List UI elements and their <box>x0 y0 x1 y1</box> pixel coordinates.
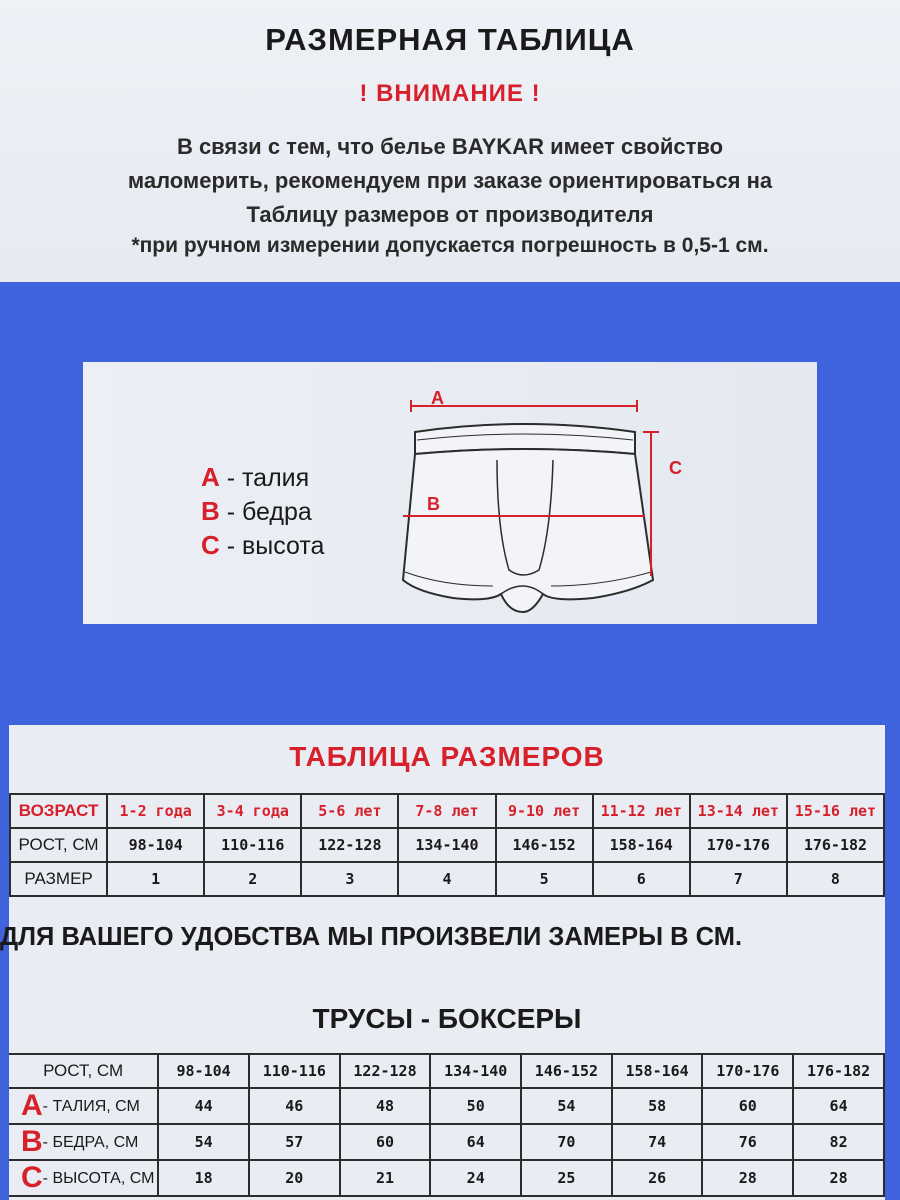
table-cell: 26 <box>612 1160 703 1196</box>
row-letter: A <box>21 1089 43 1122</box>
row-label: РОСТ, СМ <box>9 1054 158 1088</box>
row-label: РОСТ, СМ <box>10 828 107 862</box>
table-cell: 13-14 лет <box>690 794 787 828</box>
table-row-size <box>10 862 884 896</box>
table-cell: 21 <box>340 1160 431 1196</box>
table-cell: 76 <box>702 1124 793 1160</box>
table-cell: 54 <box>521 1088 612 1124</box>
boxer-table-title: ТРУСЫ - БОКСЕРЫ <box>312 1003 582 1034</box>
diagram-legend <box>201 462 324 564</box>
table-row-waist <box>9 1088 884 1124</box>
diagram-panel <box>83 362 817 624</box>
table-cell: 15-16 лет <box>787 794 884 828</box>
table-cell: 6 <box>593 862 690 896</box>
table-cell: 20 <box>249 1160 340 1196</box>
boxer-body <box>403 449 653 612</box>
legend-letter: B <box>201 496 220 526</box>
attention-heading: ! ВНИМАНИЕ ! <box>359 80 541 107</box>
legend-text: - бедра <box>219 498 312 526</box>
table-cell: 82 <box>793 1124 884 1160</box>
table-cell: 122-128 <box>340 1054 431 1088</box>
row-label: РАЗМЕР <box>10 862 107 896</box>
table-cell: 50 <box>430 1088 521 1124</box>
table-cell: 146-152 <box>496 828 593 862</box>
notice-panel <box>0 0 900 282</box>
size-tables-panel <box>0 725 885 1200</box>
table-cell: 60 <box>340 1124 431 1160</box>
table-cell: 7 <box>690 862 787 896</box>
table-cell: 24 <box>430 1160 521 1196</box>
table-cell: 170-176 <box>690 828 787 862</box>
table-cell: 8 <box>787 862 884 896</box>
table-cell: 158-164 <box>612 1054 703 1088</box>
notice-line: В связи с тем, что белье BAYKAR имеет свойство <box>176 134 724 159</box>
size-table <box>9 793 885 897</box>
row-label <box>9 1160 158 1196</box>
row-letter: C <box>21 1161 43 1194</box>
label-c: C <box>669 458 682 478</box>
table-cell: 46 <box>249 1088 340 1124</box>
legend-letter: A <box>201 462 220 492</box>
table-cell: 11-12 лет <box>593 794 690 828</box>
table-cell: 58 <box>612 1088 703 1124</box>
table-cell: 110-116 <box>249 1054 340 1088</box>
table-cell: 9-10 лет <box>496 794 593 828</box>
table-cell: 176-182 <box>793 1054 884 1088</box>
table-row-height <box>10 828 884 862</box>
table-cell: 7-8 лет <box>398 794 495 828</box>
boxer-briefs-diagram <box>393 380 713 620</box>
table-row-hips <box>9 1124 884 1160</box>
legend-item-height <box>201 530 324 564</box>
table-cell: 5-6 лет <box>301 794 398 828</box>
row-label <box>9 1124 158 1160</box>
legend-item-hips <box>201 496 324 530</box>
table-cell: 110-116 <box>204 828 301 862</box>
measure-note: ДЛЯ ВАШЕГО УДОБСТВА МЫ ПРОИЗВЕЛИ ЗАМЕРЫ В СМ. <box>0 923 743 951</box>
table-row-height <box>9 1054 884 1088</box>
table-cell: 70 <box>521 1124 612 1160</box>
row-label-text: - ВЫСОТА, СМ <box>42 1170 155 1187</box>
table-cell: 176-182 <box>787 828 884 862</box>
table-cell: 44 <box>158 1088 249 1124</box>
table-cell: 64 <box>430 1124 521 1160</box>
row-label <box>9 1088 158 1124</box>
table-cell: 60 <box>702 1088 793 1124</box>
row-letter: B <box>21 1125 43 1158</box>
legend-letter: C <box>201 530 220 560</box>
table-cell: 134-140 <box>430 1054 521 1088</box>
legend-text: - талия <box>219 464 310 492</box>
legend-item-waist <box>201 462 324 496</box>
table-cell: 3 <box>301 862 398 896</box>
table-row-age <box>10 794 884 828</box>
row-label-text: - ТАЛИЯ, СМ <box>42 1098 140 1115</box>
table-row-rise <box>9 1160 884 1196</box>
legend-text: - высота <box>219 532 325 560</box>
table-cell: 1-2 года <box>107 794 204 828</box>
table-cell: 5 <box>496 862 593 896</box>
table-cell: 64 <box>793 1088 884 1124</box>
table-cell: 98-104 <box>158 1054 249 1088</box>
table-cell: 48 <box>340 1088 431 1124</box>
table-cell: 25 <box>521 1160 612 1196</box>
table-cell: 146-152 <box>521 1054 612 1088</box>
table-cell: 4 <box>398 862 495 896</box>
table-cell: 2 <box>204 862 301 896</box>
notice-line: маломерить, рекомендуем при заказе ориентироваться на <box>127 168 773 193</box>
label-a: A <box>431 388 444 408</box>
table-cell: 98-104 <box>107 828 204 862</box>
notice-line: Таблицу размеров от производителя <box>246 202 654 227</box>
table-cell: 3-4 года <box>204 794 301 828</box>
size-table-title: ТАБЛИЦА РАЗМЕРОВ <box>289 741 605 772</box>
table-cell: 122-128 <box>301 828 398 862</box>
table-cell: 170-176 <box>702 1054 793 1088</box>
footnote: *при ручном измерении допускается погрешность в 0,5-1 см. <box>131 234 769 257</box>
table-cell: 28 <box>793 1160 884 1196</box>
row-label: ВОЗРАСТ <box>10 794 107 828</box>
table-cell: 158-164 <box>593 828 690 862</box>
table-cell: 134-140 <box>398 828 495 862</box>
table-cell: 54 <box>158 1124 249 1160</box>
row-label-text: - БЕДРА, СМ <box>42 1134 139 1151</box>
table-cell: 57 <box>249 1124 340 1160</box>
page-title: РАЗМЕРНАЯ ТАБЛИЦА <box>265 22 635 57</box>
notice-text <box>60 130 840 232</box>
label-b: B <box>427 494 440 514</box>
table-cell: 1 <box>107 862 204 896</box>
table-cell: 18 <box>158 1160 249 1196</box>
boxer-measure-table <box>9 1053 885 1197</box>
table-cell: 28 <box>702 1160 793 1196</box>
table-cell: 74 <box>612 1124 703 1160</box>
